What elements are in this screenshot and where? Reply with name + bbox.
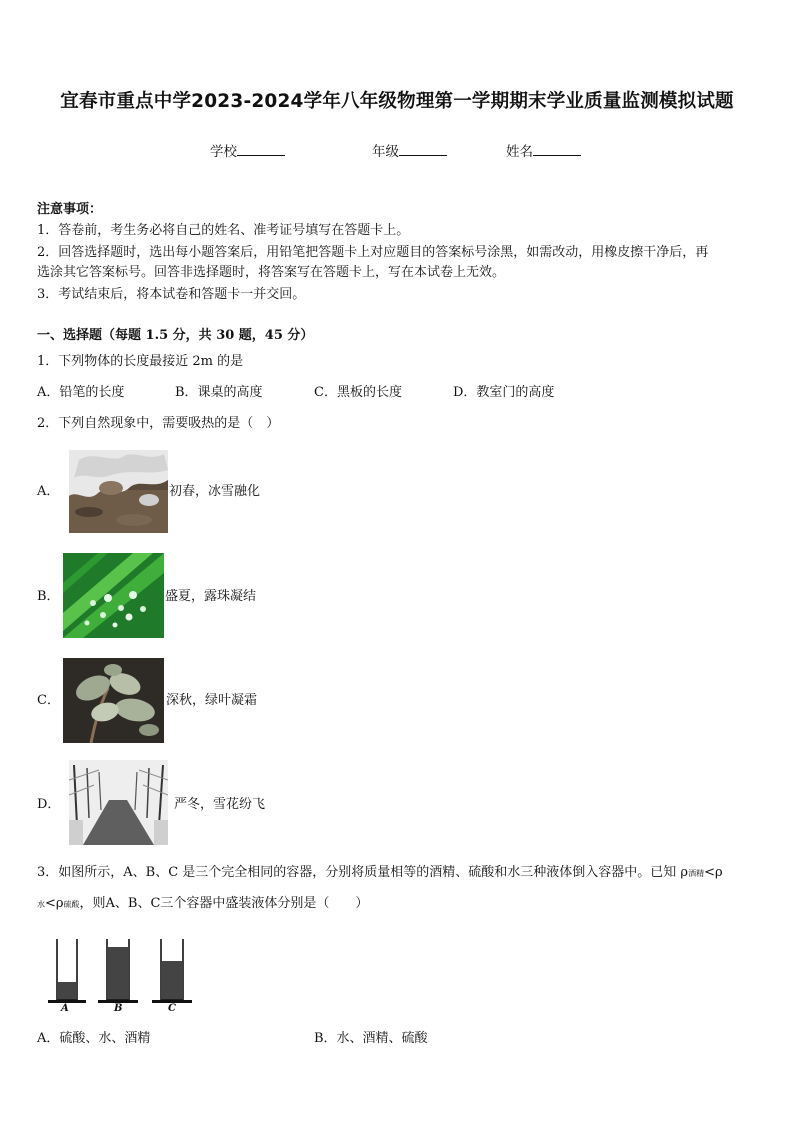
q2-stem: 2．下列自然现象中，需要吸热的是（ ） <box>37 416 280 431</box>
school-label: 学校 <box>210 144 237 160</box>
q1-option-d: D．教室门的高度 <box>453 385 555 400</box>
q2-option-c-text: 深秋，绿叶凝霜 <box>166 693 258 708</box>
q2-option-a-label: A． <box>37 484 60 499</box>
grade-field <box>372 140 447 160</box>
less-than-2: <ρ <box>45 896 64 911</box>
q2-option-b-label: B． <box>37 589 60 604</box>
q3-stem-part2: ，则A、B、C三个容器中盛装液体分别是（ ） <box>79 896 369 911</box>
q1-stem: 1．下列物体的长度最接近 2m 的是 <box>37 354 244 369</box>
name-field <box>506 140 581 160</box>
q3-stem-line2 <box>37 893 368 916</box>
q2-option-a-text: 初春，冰雪融化 <box>169 484 261 499</box>
q1-option-b: B．课桌的高度 <box>175 385 263 400</box>
notes-heading: 注意事项： <box>37 202 103 217</box>
rho-alcohol-sub: 酒精 <box>688 869 705 878</box>
note-2a: 2．回答选择题时，选出每小题答案后，用铅笔把答题卡上对应题目的答案标号涂黑，如需改动，用橡皮擦干净后，再 <box>37 245 709 260</box>
container-a <box>48 939 86 1003</box>
q1-option-c: C．黑板的长度 <box>314 385 402 400</box>
q1-option-a: A．铅笔的长度 <box>37 385 125 400</box>
grade-blank <box>399 143 447 156</box>
school-field <box>210 140 285 160</box>
container-label-a: A <box>61 1003 69 1014</box>
container-b <box>98 939 138 1003</box>
container-label-c: C <box>168 1003 176 1014</box>
section-heading: 一、选择题（每题 1.5 分，共 30 题，45 分） <box>37 328 314 343</box>
container-c <box>152 939 192 1003</box>
q3-stem-line1 <box>37 862 723 885</box>
school-blank <box>237 143 285 156</box>
rho-water-sub: 水 <box>37 900 45 909</box>
snowy-road-image <box>69 760 168 845</box>
note-3: 3．考试结束后，将本试卷和答题卡一并交回。 <box>37 287 306 302</box>
grade-label: 年级 <box>372 144 399 160</box>
container-label-b: B <box>114 1003 123 1014</box>
rho-acid-sub: 硫酸 <box>63 900 80 909</box>
note-1: 1．答卷前，考生务必将自己的姓名、准考证号填写在答题卡上。 <box>37 223 410 238</box>
frost-leaves-image <box>63 658 164 743</box>
name-blank <box>533 143 581 156</box>
note-2b: 选涂其它答案标号。回答非选择题时，将答案写在答题卡上，写在本试卷上无效。 <box>37 265 506 280</box>
less-than-1: <ρ <box>704 865 723 880</box>
q3-stem-part1: 3．如图所示，A、B、C 是三个完全相同的容器，分别将质量相等的酒精、硫酸和水三种液体倒入容器中。已知 ρ <box>37 865 689 880</box>
q3-option-b: B．水、酒精、硫酸 <box>314 1031 428 1046</box>
q2-option-b-text: 盛夏，露珠凝结 <box>165 589 257 604</box>
dew-leaf-image <box>63 553 164 638</box>
q2-option-d-text: 严冬，雪花纷飞 <box>174 797 266 812</box>
exam-title: 宜春市重点中学2023-2024学年八年级物理第一学期期末学业质量监测模拟试题 <box>60 91 734 112</box>
q2-option-d-label: D． <box>37 797 61 812</box>
name-label: 姓名 <box>506 144 533 160</box>
melting-snow-image <box>69 450 168 533</box>
q3-option-a: A．硫酸、水、酒精 <box>37 1031 151 1046</box>
q2-option-c-label: C． <box>37 693 60 708</box>
